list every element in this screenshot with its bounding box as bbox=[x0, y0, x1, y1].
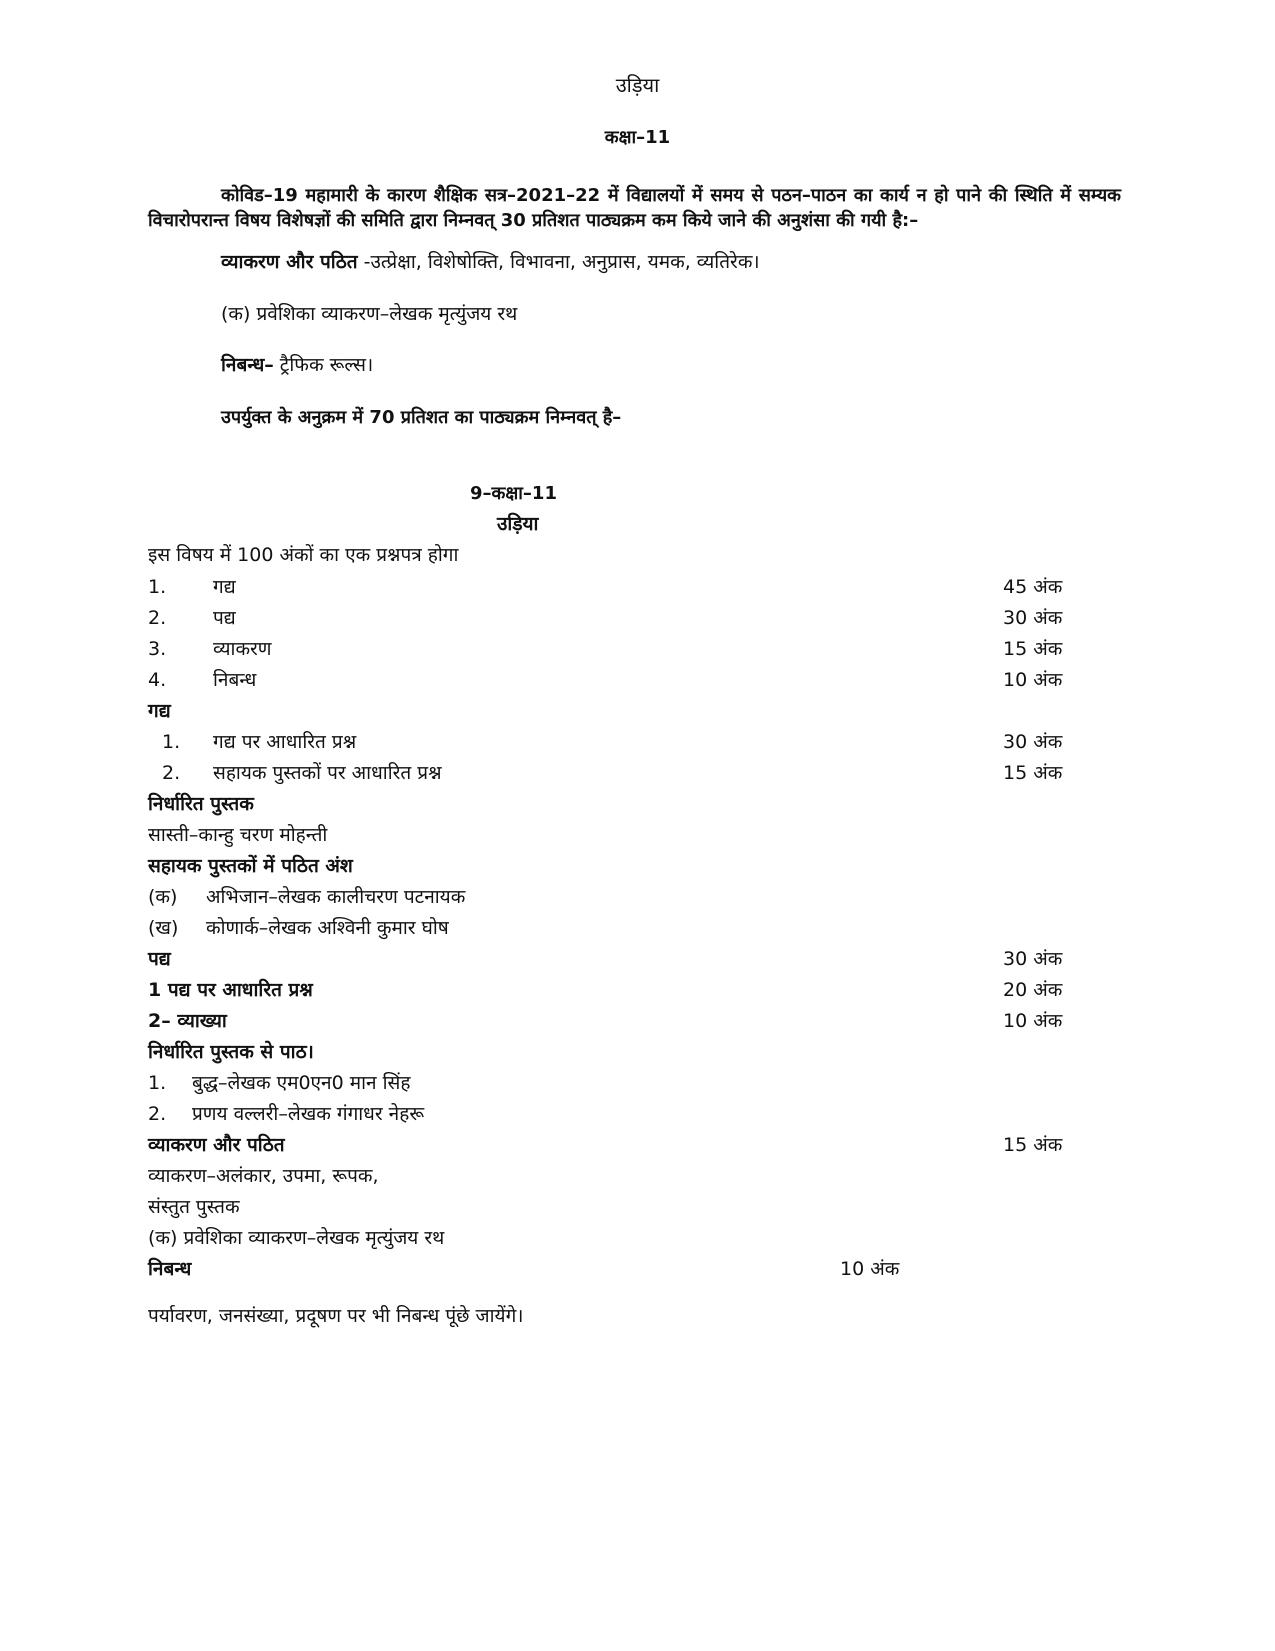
dist-label-2: पद्य bbox=[213, 607, 236, 629]
grammar-label: व्याकरण और पठित bbox=[221, 251, 358, 273]
prose-heading: गद्य bbox=[148, 700, 171, 722]
prose-num-1: 1. bbox=[162, 731, 181, 753]
poetry-question-1-marks: 20 अंक bbox=[1003, 979, 1063, 1001]
essay-heading: निबन्ध bbox=[148, 1258, 192, 1280]
prose-marks-2: 15 अंक bbox=[1003, 762, 1063, 784]
poetry-question-1: 1 पद्य पर आधारित प्रश्न bbox=[148, 979, 313, 1001]
poetry-num-2: 2. bbox=[148, 1103, 167, 1125]
seventy-percent-line: उपर्युक्त के अनुक्रम में 70 प्रतिशत का पाठ्यक्रम निम्नवत् है– bbox=[221, 407, 622, 428]
dist-label-3: व्याकरण bbox=[213, 638, 272, 660]
grammar-heading: व्याकरण और पठित bbox=[148, 1134, 285, 1156]
grammar-reduced-line bbox=[221, 253, 760, 272]
dist-marks-2: 30 अंक bbox=[1003, 607, 1063, 629]
supplementary-heading: सहायक पुस्तकों में पठित अंश bbox=[148, 855, 353, 877]
essay-reduced-line bbox=[221, 356, 373, 375]
reduced-book-line: (क) प्रवेशिका व्याकरण–लेखक मृत्युंजय रथ bbox=[221, 303, 518, 325]
poetry-question-2: 2– व्याख्या bbox=[148, 1010, 227, 1032]
poetry-heading: पद्य bbox=[148, 948, 171, 970]
dist-marks-3: 15 अंक bbox=[1003, 638, 1063, 660]
dist-label-4: निबन्ध bbox=[213, 669, 257, 691]
syllabus-subject: उड़िया bbox=[497, 513, 539, 535]
poetry-num-1: 1. bbox=[148, 1072, 167, 1094]
subject-title: उड़िया bbox=[615, 73, 660, 97]
class-title: कक्षा–11 bbox=[604, 127, 671, 148]
supplementary-label-1: अभिजान–लेखक कालीचरण पटनायक bbox=[206, 886, 466, 908]
dist-marks-4: 10 अंक bbox=[1003, 669, 1063, 691]
dist-label-1: गद्य bbox=[213, 576, 236, 598]
grammar-text: -उत्प्रेक्षा, विशेषोक्ति, विभावना, अनुप्रास, यमक, व्यतिरेक। bbox=[357, 251, 760, 273]
essay-text: ट्रैफिक रूल्स। bbox=[273, 354, 374, 376]
supplementary-label-2: कोणार्क–लेखक अश्विनी कुमार घोष bbox=[206, 917, 449, 939]
essay-note: पर्यावरण, जनसंख्या, प्रदूषण पर भी निबन्ध पूंछे जायेंगे। bbox=[148, 1305, 524, 1327]
prose-num-2: 2. bbox=[162, 762, 181, 784]
poetry-label-1: बुद्ध–लेखक एम0एन0 मान सिंह bbox=[192, 1072, 411, 1094]
poetry-book-heading: निर्धारित पुस्तक से पाठ। bbox=[148, 1041, 314, 1063]
poetry-marks: 30 अंक bbox=[1003, 948, 1063, 970]
paper-note: इस विषय में 100 अंकों का एक प्रश्नपत्र होगा bbox=[148, 544, 459, 566]
poetry-label-2: प्रणय वल्लरी–लेखक गंगाधर नेहरू bbox=[192, 1103, 425, 1125]
syllabus-title: 9–कक्षा–11 bbox=[470, 483, 557, 504]
dist-num-2: 2. bbox=[148, 607, 167, 629]
prose-label-1: गद्य पर आधारित प्रश्न bbox=[213, 731, 357, 753]
essay-label: निबन्ध– bbox=[221, 354, 274, 376]
grammar-line-2: संस्तुत पुस्तक bbox=[148, 1196, 240, 1218]
poetry-question-2-marks: 10 अंक bbox=[1003, 1010, 1063, 1032]
prescribed-book: सास्ती–कान्हु चरण मोहन्ती bbox=[148, 824, 328, 846]
essay-marks: 10 अंक bbox=[840, 1258, 900, 1280]
grammar-line-1: व्याकरण–अलंकार, उपमा, रूपक, bbox=[148, 1165, 379, 1187]
supplementary-num-1: (क) bbox=[148, 886, 178, 908]
intro-paragraph: कोविड–19 महामारी के कारण शैक्षिक सत्र–2021–22 में विद्यालयों में समय से पठन–पाठन का कार्य न हो पाने की स्थिति में सम्यक विचारोपरान्त विषय विशेषज्ञों की समिति द्वारा निम्नवत् 30 प्रतिशत पाठ्यक्रम कम किये जाने की अनुशंसा की गयी है:– bbox=[148, 185, 1121, 231]
prose-marks-1: 30 अंक bbox=[1003, 731, 1063, 753]
prescribed-heading: निर्धारित पुस्तक bbox=[148, 793, 254, 815]
supplementary-num-2: (ख) bbox=[148, 917, 179, 939]
grammar-marks: 15 अंक bbox=[1003, 1134, 1063, 1156]
grammar-line-3: (क) प्रवेशिका व्याकरण–लेखक मृत्युंजय रथ bbox=[148, 1227, 445, 1249]
dist-num-1: 1. bbox=[148, 576, 167, 598]
prose-label-2: सहायक पुस्तकों पर आधारित प्रश्न bbox=[213, 762, 442, 784]
dist-num-4: 4. bbox=[148, 669, 167, 691]
dist-marks-1: 45 अंक bbox=[1003, 576, 1063, 598]
dist-num-3: 3. bbox=[148, 638, 167, 660]
